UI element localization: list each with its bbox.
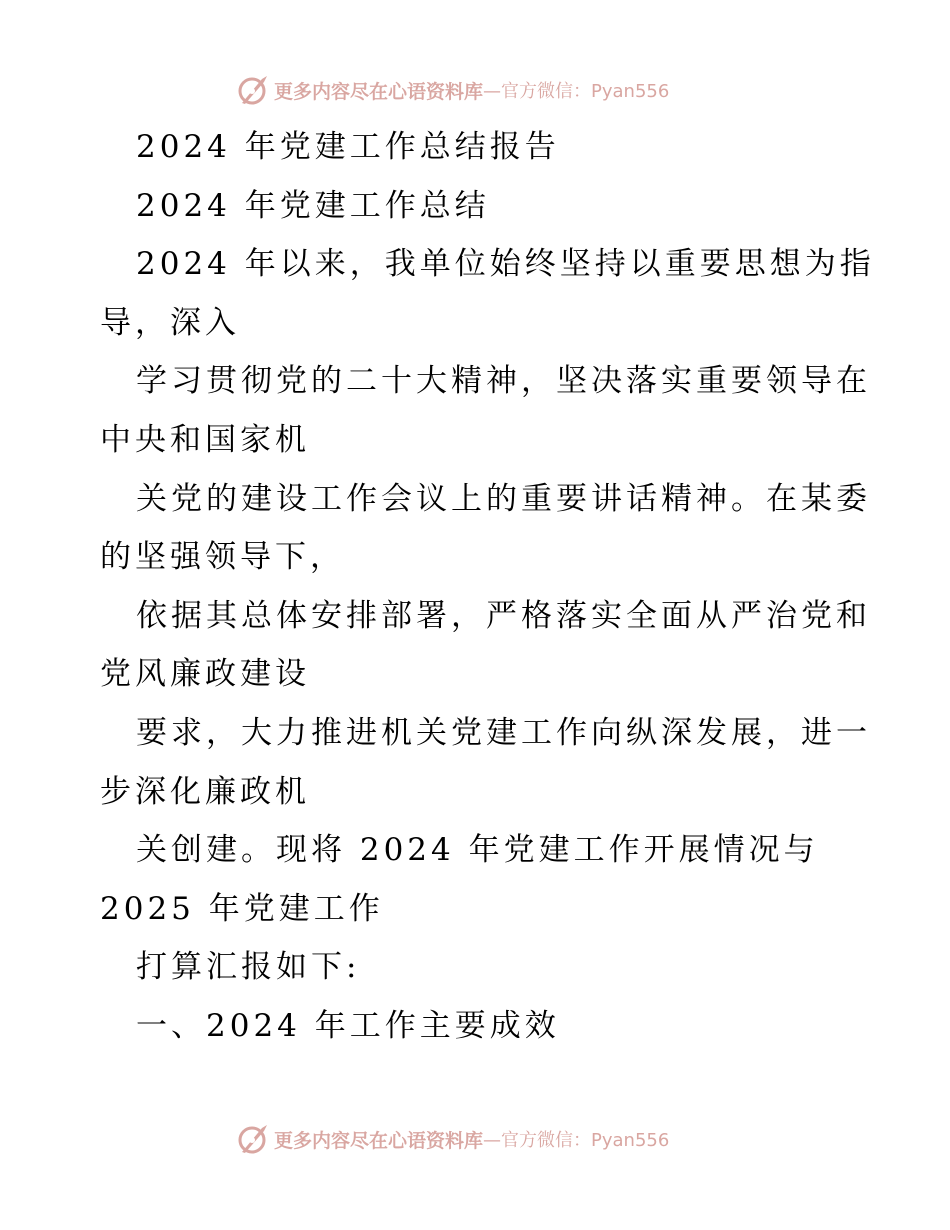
paragraph-line: 中央和国家机 xyxy=(100,421,310,458)
paragraph-line: 的坚强领导下， xyxy=(100,539,345,576)
paragraph-line: 步深化廉政机 xyxy=(100,773,310,810)
paragraph-line: 依据其总体安排部署，严格落实全面从严治党和 xyxy=(136,597,871,634)
paragraph-line: 2025 年党建工作 xyxy=(100,890,384,927)
document-body xyxy=(100,118,875,1056)
pen-logo-icon xyxy=(236,73,270,107)
paragraph-line: 关党的建设工作会议上的重要讲话精神。在某委 xyxy=(136,480,871,517)
header-watermark xyxy=(236,72,669,108)
paragraph-line: 导，深入 xyxy=(100,304,240,341)
paragraph-line: 学习贯彻党的二十大精神，坚决落实重要领导在 xyxy=(136,363,871,400)
section-heading: 一、2024 年工作主要成效 xyxy=(136,1007,560,1044)
doc-title: 2024 年党建工作总结报告 xyxy=(136,129,560,165)
watermark-main-text: 更多内容尽在心语资料库 xyxy=(274,1129,484,1152)
watermark-main-text: 更多内容尽在心语资料库 xyxy=(274,80,484,103)
paragraph-line: 2024 年以来，我单位始终坚持以重要思想为指 xyxy=(136,246,875,283)
paragraph-line: 打算汇报如下: xyxy=(136,949,361,986)
paragraph-line: 关创建。现将 2024 年党建工作开展情况与 xyxy=(136,832,819,869)
paragraph-line: 党风廉政建设 xyxy=(100,656,310,693)
pen-logo-icon xyxy=(236,1122,270,1156)
paragraph-line: 要求，大力推进机关党建工作向纵深发展，进一 xyxy=(136,714,871,751)
watermark-sub-text: —官方微信：Pyan556 xyxy=(483,1130,670,1151)
footer-watermark xyxy=(236,1121,669,1157)
doc-subtitle: 2024 年党建工作总结 xyxy=(136,187,490,224)
watermark-sub-text: —官方微信：Pyan556 xyxy=(483,81,670,102)
